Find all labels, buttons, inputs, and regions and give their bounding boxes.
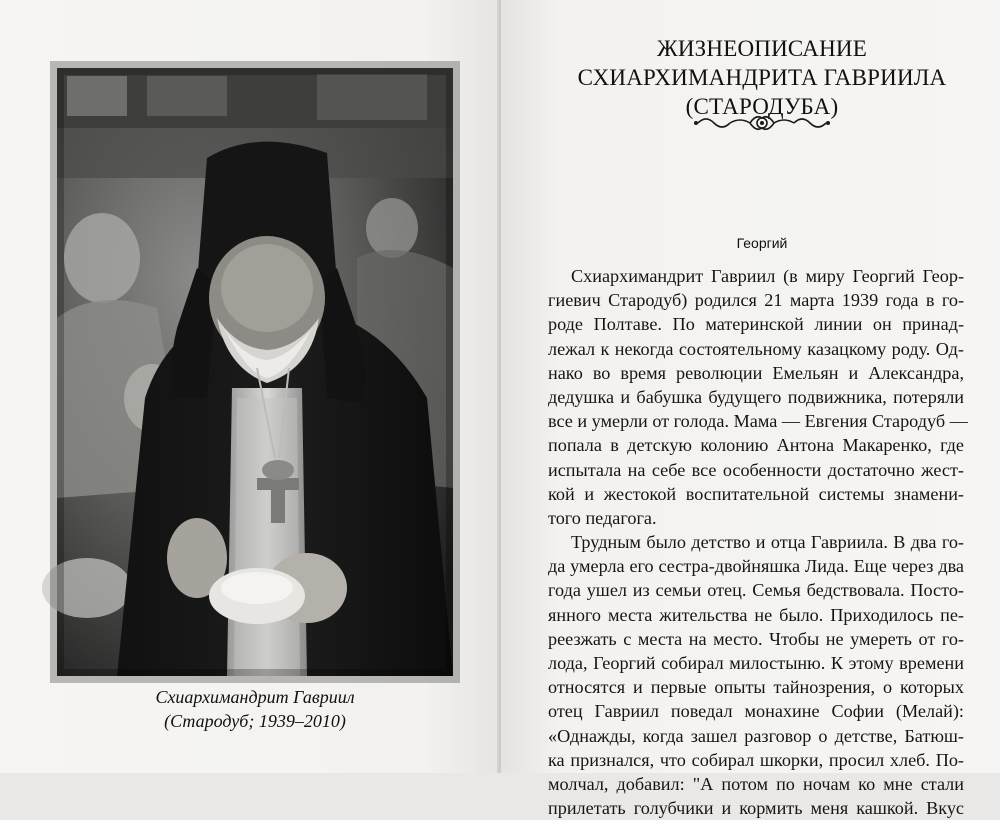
body-line: роде Полтаве. По материнской линии он принад- xyxy=(548,314,964,335)
photo-caption-name: Схиархимандрит Гавриил xyxy=(155,687,355,707)
left-page xyxy=(0,0,499,773)
chapter-title-line-3: (СТАРОДУБА) xyxy=(685,94,839,119)
body-line: нако во время революции Емельян и Александра, xyxy=(548,362,964,383)
body-line: года ушел из семьи отец. Семья бедствовала. Посто- xyxy=(548,580,964,601)
body-line: прилетать голубчики и кормить меня кашкой. Вкус xyxy=(548,798,964,819)
body-text xyxy=(548,264,968,820)
body-line: ка признался, что собирал шкорки, просил хлеб. По- xyxy=(548,749,964,770)
body-line: того педагога. xyxy=(548,507,657,528)
ornament-divider-icon xyxy=(692,111,832,135)
body-line: «Однажды, когда зашел разговор о детстве, Батюш- xyxy=(548,725,964,746)
body-line: реезжать с места на место. Чтобы не умереть от го- xyxy=(548,628,964,649)
chapter-title-line-2: СХИАРХИМАНДРИТА ГАВРИИЛА xyxy=(577,65,947,90)
body-line: кой и жестокой воспитательной системы знамени- xyxy=(548,483,964,504)
body-line: лода, Георгий собирал милостыню. К этому времени xyxy=(548,653,964,673)
body-line: Трудным было детство и отца Гавриила. В два го- xyxy=(571,532,964,553)
body-line: отец Гавриил поведал монахине Софии (Мелай): xyxy=(548,701,964,722)
body-line: дедушка и бабушка будущего подвижника, потеряли xyxy=(548,386,964,407)
body-line: молчал, добавил: "А потом по ночам ко мне стали xyxy=(548,773,964,794)
photo-caption-dates: (Стародуб; 1939–2010) xyxy=(164,711,346,731)
body-line: все и умерли от голода. Мама — Евгения Стародуб — xyxy=(548,411,968,432)
body-line: да умерла его сестра-двойняшка Лида. Еще через два xyxy=(548,556,964,577)
chapter-title-line-1: ЖИЗНЕОПИСАНИЕ xyxy=(657,36,867,61)
section-heading: Георгий xyxy=(736,235,788,251)
body-line: попала в детскую колонию Антона Макаренко, где xyxy=(548,435,964,456)
body-line: лежал к некогда состоятельному казацкому роду. Од- xyxy=(548,338,964,359)
body-line: относятся и первые опыты тайнозрения, о которых xyxy=(548,677,964,698)
body-line: испытала на себе все особенности достаточно жест- xyxy=(548,459,964,480)
body-line: Схиархимандрит Гавриил (в миру Георгий Геор- xyxy=(571,266,964,286)
body-line: гиевич Стародуб) родился 21 марта 1939 года в го- xyxy=(548,290,964,311)
portrait-photo xyxy=(57,68,453,676)
body-line: янного места жительства не было. Приходилось пе- xyxy=(548,604,964,625)
